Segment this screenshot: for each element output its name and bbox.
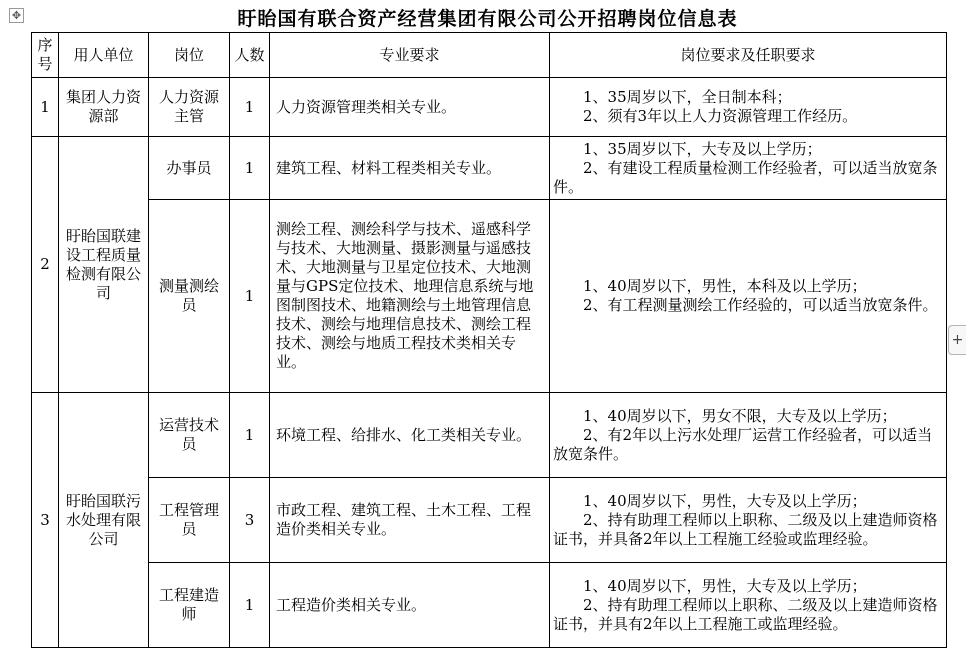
row-position: 运营技术员 — [149, 393, 230, 478]
row-position: 测量测绘员 — [149, 200, 230, 393]
row-requirements — [550, 78, 947, 137]
row-requirements — [550, 200, 947, 393]
row-count: 1 — [230, 137, 270, 200]
table-move-handle-icon[interactable]: ✥ — [9, 8, 24, 23]
requirement-line-1: 1、35周岁以下，全日制本科； — [583, 88, 792, 106]
row-seq: 1 — [32, 78, 59, 137]
row-requirements — [550, 393, 947, 478]
header-position: 岗位 — [149, 33, 230, 78]
requirement-line-2: 2、持有助理工程师以上职称、二级及以上建造师资格证书，并具有2年以上工程施工或监理经验。 — [553, 595, 938, 633]
row-position: 工程建造师 — [149, 563, 230, 648]
header-employer: 用人单位 — [59, 33, 149, 78]
header-seq: 序号 — [32, 33, 59, 78]
row-seq: 2 — [32, 137, 59, 393]
table-row — [32, 200, 947, 393]
document-title: 盱眙国有联合资产经营集团有限公司公开招聘岗位信息表 — [237, 8, 738, 30]
table-row — [32, 393, 947, 478]
table-row — [32, 137, 947, 200]
row-major: 环境工程、给排水、化工类相关专业。 — [270, 393, 550, 478]
requirement-line-2: 2、有2年以上污水处理厂运营工作经验者，可以适当放宽条件。 — [553, 425, 933, 463]
row-requirements — [550, 563, 947, 648]
row-position: 人力资源主管 — [149, 78, 230, 137]
row-seq: 3 — [32, 393, 59, 648]
row-employer: 盱眙国联污水处理有限公司 — [59, 393, 149, 648]
requirement-line-2: 2、有工程测量测绘工作经验的，可以适当放宽条件。 — [583, 296, 938, 314]
row-major: 测绘工程、测绘科学与技术、遥感科学与技术、大地测量、摄影测量与遥感技术、大地测量与卫星定位技术、大地测量与GPS定位技术、地理信息系统与地图制图技术、地籍测绘与土地管理信息技术、测绘与地理信息技术、测绘工程技术、测绘与地质工程技术类相关专业。 — [270, 200, 550, 393]
row-count: 1 — [230, 200, 270, 393]
row-position: 办事员 — [149, 137, 230, 200]
row-employer: 盱眙国联建设工程质量检测有限公司 — [59, 137, 149, 393]
add-row-icon[interactable]: + — [948, 325, 966, 355]
row-major: 工程造价类相关专业。 — [270, 563, 550, 648]
requirement-line-1: 1、35周岁以下，大专及以上学历； — [583, 139, 822, 158]
row-count: 1 — [230, 563, 270, 648]
row-count: 1 — [230, 78, 270, 137]
header-count: 人数 — [230, 33, 270, 78]
requirement-line-2: 2、持有助理工程师以上职称、二级及以上建造师资格证书，并具备2年以上工程施工经验或监理经验。 — [553, 510, 938, 548]
requirement-line-1: 1、40周岁以下，男女不限，大专及以上学历； — [583, 406, 897, 425]
requirement-line-2: 2、须有3年以上人力资源管理工作经历。 — [583, 107, 858, 125]
table-header-row — [32, 33, 947, 78]
row-requirements — [550, 478, 947, 563]
requirement-line-2: 2、有建设工程质量检测工作经验者，可以适当放宽条件。 — [553, 158, 938, 196]
header-requirements: 岗位要求及任职要求 — [550, 33, 947, 78]
row-position: 工程管理员 — [149, 478, 230, 563]
requirement-line-1: 1、40周岁以下，男性，本科及以上学历； — [583, 277, 867, 295]
header-major: 专业要求 — [270, 33, 550, 78]
requirement-line-1: 1、40周岁以下，男性，大专及以上学历； — [583, 491, 867, 510]
row-employer: 集团人力资源部 — [59, 78, 149, 137]
row-count: 1 — [230, 393, 270, 478]
requirement-line-1: 1、40周岁以下，男性，大专及以上学历； — [583, 576, 867, 595]
row-requirements — [550, 137, 947, 200]
table-row — [32, 563, 947, 648]
row-major: 人力资源管理类相关专业。 — [270, 78, 550, 137]
table-row — [32, 78, 947, 137]
table-row — [32, 478, 947, 563]
row-count: 3 — [230, 478, 270, 563]
row-major: 建筑工程、材料工程类相关专业。 — [270, 137, 550, 200]
recruitment-table — [31, 32, 947, 648]
row-major: 市政工程、建筑工程、土木工程、工程造价类相关专业。 — [270, 478, 550, 563]
